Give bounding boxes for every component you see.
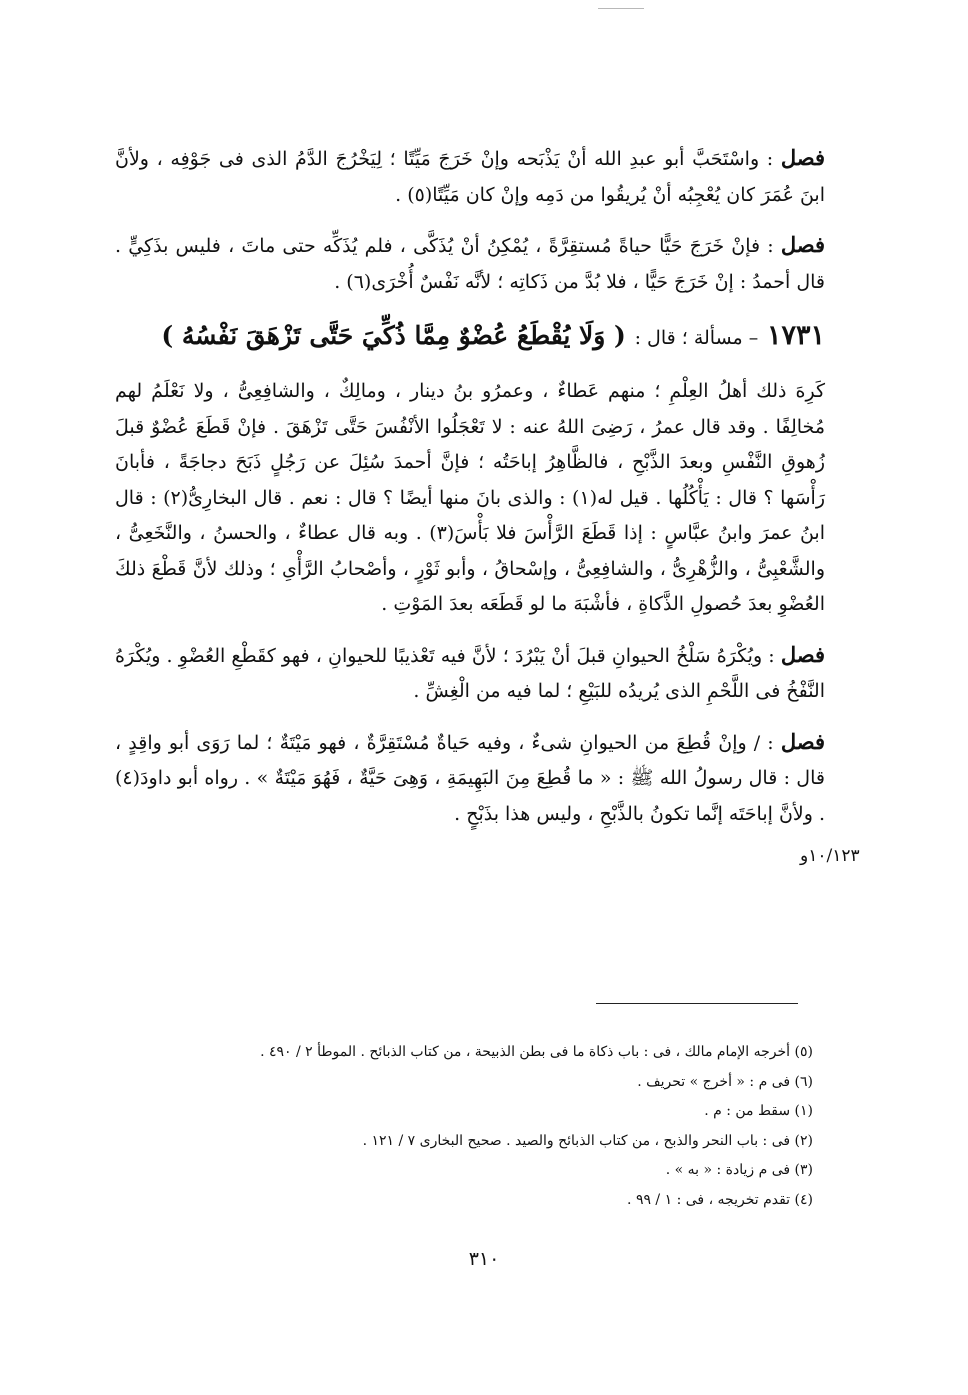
scan-mark: [598, 8, 644, 9]
paragraph-text: : ويُكْرَهُ سَلْخُ الحيوانِ قبلَ أنْ يَبْرُدَ ؛ لأنَّ فيه تَعْذيبًا للحيوانِ ، فهو كقَطْعِ العُضْوِ . ويُكْرَهُ النَّفْخُ فى اللَّحْمِ الذى يُريدُه للبَيْعِ ؛ لما فيه من الْغِشِّ .: [115, 644, 825, 702]
body-paragraph: كَرِهَ ذلك أهلُ العِلْمِ ؛ منهم عَطاءٌ ، وعمرُو بنُ دينار ، ومالِكٌ ، والشافِعِىُّ ، ولا نَعْلَمُ لهم مُخالِفًا . وقد قال عمرُ ، رَضِىَ اللهُ عنه : لا تَعْجَلُوا الأنْفُسَ حَتَّى تَزْهَقَ . فإنْ قَطَعَ عُضْوٌ قبلَ زُهوقِ النَّفْسِ وبعدَ الذَّبْحِ ، فالظَّاهِرُ إباحَتُه ؛ فإنَّ أحمدَ سُئِلَ عن رَجُلٍ ذَبَحَ دجاجَةً ، فأبانَ رَأْسَها ؟ قال : يَأْكُلُها . قيل له(١) : والذى بانَ منها أيضًا ؟ قال : نعم . قال البخارِىُّ(٢) : قال ابنُ عمرَ وابنُ عبَّاسٍ : إذا قَطَعَ الرَّأْسَ فلا بَأْسَ(٣) . وبه قال عطاءٌ ، والحسنُ ، والنَّخَعِىُّ ، والشَّعْبِىُّ ، والزُّهْرِىُّ ، والشافِعِىُّ ، وإسْحاقُ ، وأبو ثَوْرٍ ، وأصْحابُ الرَّأْىِ ؛ وذلك لأنَّ قَطْعَ ذلكَ العُضْوِ بعدَ حُصولِ الذَّكاةِ ، فأشْبَهَ ما لو قَطَعَه بعدَ المَوْتِ .: [115, 380, 825, 615]
section-paragraph: [115, 227, 825, 300]
issue-label: – مسألة ؛ قال :: [634, 327, 759, 349]
issue-number: ١٧٣١: [766, 320, 825, 351]
section-paragraph: [115, 140, 825, 213]
section-paragraph: [115, 724, 825, 833]
page-number: ٣١٠: [468, 1248, 500, 1270]
footnotes: [173, 1038, 813, 1216]
footnote: (١) سقط من : م .: [704, 1103, 813, 1120]
footnote: (٣) فى م زيادة : « به » .: [665, 1162, 813, 1179]
footnote: (٥) أخرجه الإمام مالك ، فى : باب ذكاة ما فى بطن الذبيحة ، من كتاب الذبائح . الموطأ ٢ / ٤٩٠ .: [260, 1044, 813, 1060]
margin-folio-note: ١٠/١٢٣و: [800, 846, 860, 866]
footnote-divider: [596, 1003, 798, 1004]
section-keyword: فصل: [780, 232, 825, 257]
footnote: (٢) فى : باب النحر والذبح ، من كتاب الذبائح والصيد . صحيح البخارى ٧ / ١٢١ .: [362, 1132, 813, 1149]
section-keyword: فصل: [780, 641, 825, 667]
section-keyword: فصل: [780, 145, 825, 170]
section-keyword: فصل: [780, 728, 825, 754]
paragraph-text: : / وإنْ قُطِعَ من الحيوانِ شىءٌ ، وفيه حَياةٌ مُسْتَقِرَّةٌ ، فهو مَيْتَةٌ ؛ لما رَوَى أبو واقِدٍ ، قال : قال رسولُ الله ﷺ : « ما قُطِعَ مِنَ البَهِيمَةِ ، وَهِىَ حَيَّةٌ ، فَهُوَ مَيْتَةٌ » . رواه أبو داودَ(٤) . ولأنَّ إباحَتَه إنَّما تكونُ بالذَّبْحِ ، وليس هذا بذَبْحٍ .: [115, 731, 825, 825]
main-text: [115, 140, 825, 832]
section-paragraph: [115, 637, 825, 710]
paragraph-text: : واسْتَحَبَّ أبو عبدِ الله أنْ يَذْبَحه وإنْ خَرَجَ مَيِّتًا ؛ لِيَخْرُجَ الدَّمُ الذى فى جَوْفِه ، ولأنَّ ابنَ عُمَرَ كان يُعْجِبُه أنْ يُريقُوا من دَمِه وإنْ كان مَيِّتًا(٥) .: [115, 148, 825, 206]
footnote: (٤) تقدم تخريجه ، فى : ١ / ٩٩ .: [627, 1191, 813, 1208]
issue-text: ( وَلَا يُقْطَعُ عُضْوٌ مِمَّا ذُكِّيَ حَتَّى تَزْهَقَ نَفْسُهُ ): [161, 321, 626, 350]
issue-heading: [115, 314, 825, 360]
paragraph-text: : فإنْ خَرَجَ حَيًّا حياةً مُستقِرَّةً ، يُمْكِنُ أنْ يُذَكَّى ، فلم يُذَكِّه حتى ماتَ ، فليس بذَكِيٍّ . قال أحمدُ : إنْ خَرَجَ حَيًّا ، فلا بُدَّ من ذَكاتِه ؛ لأنَّه نَفْسٌ أُخْرَى(٦) .: [115, 235, 825, 293]
footnote: (٦) فى م : « أخرج » تحريف .: [637, 1073, 813, 1090]
